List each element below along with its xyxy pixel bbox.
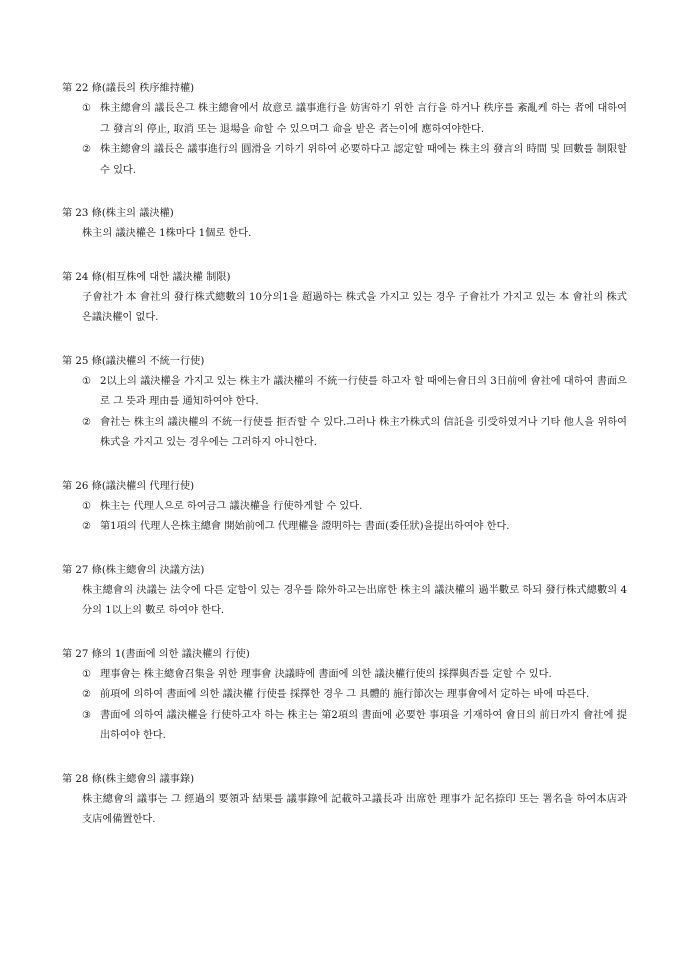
article-24 — [62, 268, 627, 329]
paragraph-2 — [62, 685, 627, 706]
paragraph-number: ② — [82, 416, 92, 428]
article-title: 第 23 條(株主의 議決權) — [62, 208, 174, 219]
article-23 — [62, 204, 627, 245]
paragraph-2 — [62, 140, 627, 181]
article-title: 第 24 條(相互株에 대한 議決權 制限) — [62, 271, 231, 283]
paragraph-1 — [62, 372, 627, 413]
article-title: 第 27 條의 1(書面에 의한 議決權의 行使) — [62, 648, 250, 660]
article-body: 株主總會의 決議는 法令에 다른 定함이 있는 경우를 除外하고는出席한 株主의 議決權의 過半數로 하되 發行株式總數의 4分의 1以上의 數로 하여야 한다. — [82, 584, 627, 616]
article-body: 株主總會의 議事는 그 經過의 要領과 結果를 議事錄에 記載하고議長과 出席한 理事가 記名捺印 또는 署名을 하여本店과 支店에備置한다. — [82, 793, 627, 825]
paragraph-1 — [62, 497, 627, 518]
paragraph-1 — [62, 99, 627, 140]
paragraph-3 — [62, 706, 627, 747]
paragraph-number: ② — [82, 521, 92, 532]
article-title: 第 28 條(株主總會의 議事錄) — [62, 773, 195, 785]
paragraph-text: 理事會는 株主總會召集을 위한 理事會 決議時에 書面에 의한 議決權行使의 採擇與否를 定할 수 있다. — [100, 668, 552, 680]
article-title: 第 26 條(議決權의 代理行使) — [62, 480, 195, 492]
article-25 — [62, 352, 627, 454]
paragraph-text: 前項에 의하여 書面에 의한 議決權 行使를 採擇한 경우 그 具體的 施行節次는 理事會에서 定하는 바에 따른다. — [100, 689, 590, 700]
paragraph-2 — [62, 517, 627, 538]
paragraph-number: ② — [82, 689, 92, 700]
paragraph-text: 株主는 代理人으로 하여금그 議決權을 行使하게할 수 있다. — [100, 500, 363, 512]
paragraph-text: 株主總會의 議長은그 株主總會에서 故意로 議事進行을 妨害하기 위한 言行을 하거나 秩序를 紊亂케 하는 者에 대하여그 發言의 停止, 取消 또는 退場을 命할 수 있으며그 命을 받은 者는이에 應하여야한다. — [100, 103, 627, 135]
article-28 — [62, 770, 627, 831]
paragraph-1 — [62, 665, 627, 686]
paragraph-number: ① — [82, 375, 92, 387]
paragraph-2 — [62, 413, 627, 454]
paragraph-text: 會社는 株主의 議決權의 不統一行使를 拒否할 수 있다.그러나 株主가株式의 信託을 引受하였거나 기타 他人을 위하여 株式을 가지고 있는 경우에는 그러하지 아니한다. — [100, 416, 627, 448]
paragraph-number: ③ — [82, 709, 92, 721]
paragraph-number: ① — [82, 500, 92, 512]
paragraph-text: 第1項의 代理人은株主總會 開始前에그 代理權을 證明하는 書面(委任狀)을提出하여야 한다. — [100, 521, 510, 532]
article-27-1 — [62, 645, 627, 747]
document-page — [62, 79, 627, 854]
article-body: 株主의 議決權은 1株마다 1個로 한다. — [82, 228, 252, 239]
paragraph-text: 株主總會의 議長은 議事進行의 圓滑을 기하기 위하여 必要하다고 認定할 때에는 株主의 發言의 時間 및 回數를 制限할 수 있다. — [100, 144, 627, 176]
paragraph-number: ① — [82, 668, 92, 680]
article-body: 子會社가 本 會社의 發行株式總數의 10分의1을 超過하는 株式을 가지고 있는 경우 子會社가 가지고 있는 本 會社의 株式은議決權이 없다. — [82, 291, 627, 323]
paragraph-text: 2以上의 議決權을 가지고 있는 株主가 議決權의 不統一行使를 하고자 할 때에는會日의 3日前에 會社에 대하여 書面으로 그 뜻과 理由를 通知하여야 한다. — [100, 375, 627, 407]
article-title: 第 27 條(株主總會의 決議方法) — [62, 564, 205, 576]
article-22 — [62, 79, 627, 181]
article-27 — [62, 561, 627, 622]
article-title: 第 22 條(議長의 秩序維持權) — [62, 83, 195, 94]
paragraph-text: 書面에 의하여 議決權을 行使하고자 하는 株主는 第2項의 書面에 必要한 事項을 기재하여 會日의 前日까지 會社에 提出하여야 한다. — [100, 709, 627, 741]
article-26 — [62, 477, 627, 538]
paragraph-number: ② — [82, 144, 92, 155]
paragraph-number: ① — [82, 103, 92, 114]
article-title: 第 25 條(議決權의 不統一行使) — [62, 355, 205, 367]
